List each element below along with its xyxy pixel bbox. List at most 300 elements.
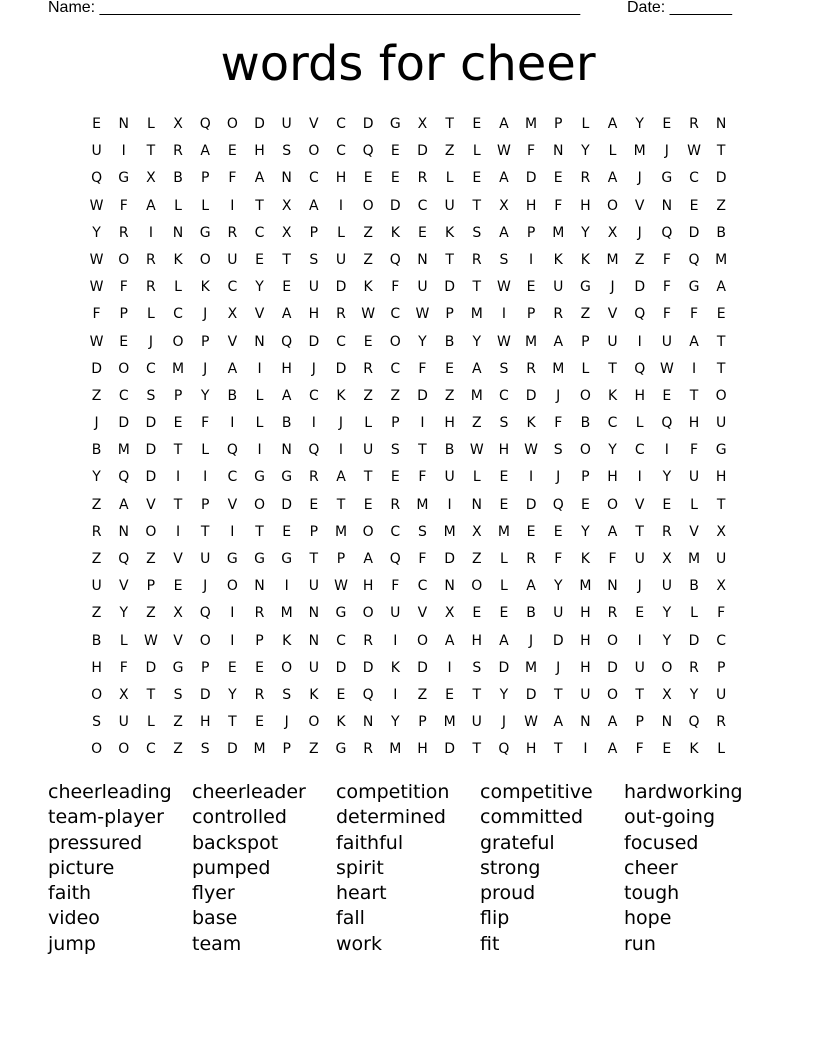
grid-letter: D <box>525 170 537 187</box>
grid-letter: F <box>92 306 101 323</box>
grid-letter: L <box>364 415 373 432</box>
grid-letter: R <box>526 360 536 377</box>
grid-letter: W <box>659 360 674 377</box>
grid-letter: Q <box>362 143 374 160</box>
grid-letter: U <box>91 578 102 595</box>
grid-letter: I <box>637 632 642 649</box>
grid-letter: M <box>470 387 483 404</box>
grid-letter: B <box>580 415 591 432</box>
grid-letter: G <box>118 170 130 187</box>
grid-letter: C <box>254 224 265 241</box>
grid-letter: C <box>173 306 183 323</box>
grid-row <box>83 602 735 629</box>
grid-row <box>83 494 735 521</box>
grid-letter: P <box>336 551 346 567</box>
word-bank-item: hope <box>624 907 672 930</box>
grid-letter: D <box>389 197 401 214</box>
grid-letter: E <box>255 659 264 676</box>
grid-letter: T <box>553 686 563 703</box>
grid-letter: N <box>254 578 265 595</box>
grid-letter: T <box>472 197 482 214</box>
grid-letter: L <box>635 415 644 432</box>
grid-letter: L <box>174 197 182 214</box>
grid-letter: Y <box>92 469 101 486</box>
grid-letter: M <box>579 578 592 595</box>
grid-letter: K <box>173 251 183 268</box>
grid-letter: Q <box>498 741 510 758</box>
word-bank-item: team <box>192 932 242 955</box>
grid-letter: R <box>118 224 129 241</box>
grid-letter: D <box>444 741 455 758</box>
grid-letter: I <box>175 469 181 486</box>
grid-letter: H <box>607 469 618 486</box>
grid-letter: J <box>284 714 289 731</box>
grid-letter: A <box>716 279 726 296</box>
grid-letter: Z <box>146 605 156 622</box>
grid-letter: F <box>689 306 699 323</box>
grid-letter: Q <box>389 551 401 567</box>
grid-letter: Z <box>173 714 183 731</box>
grid-letter: D <box>226 741 238 758</box>
grid-letter: G <box>715 442 727 459</box>
grid-letter: E <box>472 605 482 622</box>
grid-row <box>83 439 735 466</box>
grid-letter: H <box>498 442 510 459</box>
grid-letter: G <box>389 116 401 132</box>
grid-letter: W <box>687 143 701 160</box>
grid-letter: E <box>499 605 509 622</box>
grid-letter: P <box>200 659 210 676</box>
grid-letter: Q <box>552 496 564 513</box>
grid-letter: E <box>526 279 536 296</box>
grid-row <box>83 249 735 276</box>
word-bank-item: focused <box>624 831 699 854</box>
grid-letter: B <box>716 224 726 241</box>
grid-letter: D <box>118 415 130 432</box>
grid-letter: Y <box>119 605 129 622</box>
grid-letter: H <box>471 632 483 649</box>
grid-letter: R <box>471 251 482 268</box>
grid-letter: E <box>363 333 373 350</box>
grid-letter: A <box>607 741 618 758</box>
grid-letter: Q <box>389 251 401 268</box>
grid-letter: I <box>311 415 316 432</box>
grid-letter: Q <box>199 116 211 132</box>
grid-letter: E <box>390 170 400 187</box>
grid-letter: X <box>118 686 129 703</box>
grid-letter: E <box>689 197 699 214</box>
grid-letter: L <box>581 360 590 377</box>
grid-letter: A <box>254 170 265 187</box>
grid-letter: F <box>527 143 536 160</box>
grid-letter: D <box>281 496 293 513</box>
grid-letter: H <box>525 741 537 758</box>
grid-letter: O <box>579 387 591 404</box>
grid-letter: R <box>417 170 428 187</box>
word-bank-item: fall <box>336 907 365 930</box>
grid-letter: X <box>173 605 183 622</box>
grid-letter: T <box>173 496 183 513</box>
grid-letter: U <box>417 279 428 296</box>
grid-letter: B <box>91 632 102 649</box>
grid-letter: E <box>472 170 482 187</box>
grid-letter: L <box>119 632 128 649</box>
grid-letter: C <box>689 170 699 187</box>
grid-letter: Z <box>390 387 401 404</box>
grid-letter: O <box>91 686 103 703</box>
grid-letter: W <box>89 197 104 214</box>
grid-letter: O <box>199 251 211 268</box>
word-bank-item: determined <box>336 806 446 829</box>
grid-letter: O <box>362 197 374 214</box>
grid-letter: B <box>444 333 455 350</box>
grid-letter: S <box>173 686 183 703</box>
grid-letter: I <box>284 578 289 595</box>
grid-letter: Y <box>228 686 237 703</box>
grid-letter: R <box>254 686 265 703</box>
grid-letter: U <box>688 469 700 486</box>
grid-letter: R <box>146 279 156 296</box>
grid-letter: W <box>497 143 511 160</box>
grid-letter: G <box>579 279 591 296</box>
grid-letter: B <box>526 605 536 622</box>
grid-letter: W <box>89 251 104 268</box>
grid-letter: E <box>282 523 292 540</box>
grid-letter: U <box>308 578 319 595</box>
grid-letter: D <box>417 659 428 676</box>
grid-letter: I <box>637 469 642 486</box>
grid-letter: E <box>499 469 509 486</box>
grid-row <box>83 548 735 575</box>
word-bank-item: base <box>192 907 238 930</box>
grid-letter: Z <box>146 551 156 567</box>
grid-letter: K <box>689 741 699 758</box>
grid-row <box>83 167 735 194</box>
grid-letter: H <box>362 578 374 595</box>
grid-letter: X <box>444 605 455 622</box>
grid-letter: Z <box>444 143 455 160</box>
grid-letter: E <box>309 496 319 513</box>
grid-letter: T <box>472 279 482 296</box>
grid-letter: V <box>173 551 183 567</box>
grid-letter: A <box>118 496 129 513</box>
grid-letter: X <box>281 197 292 214</box>
grid-letter: Y <box>255 279 264 296</box>
grid-letter: M <box>117 442 130 459</box>
grid-letter: Q <box>634 306 646 323</box>
grid-letter: P <box>526 224 536 241</box>
grid-letter: H <box>580 659 591 676</box>
grid-letter: V <box>417 605 428 622</box>
word-bank-item: pressured <box>48 831 143 854</box>
grid-letter: N <box>362 714 374 731</box>
grid-letter: C <box>716 632 727 649</box>
grid-letter: E <box>255 251 264 268</box>
grid-letter: O <box>308 143 320 160</box>
grid-letter: D <box>145 442 157 459</box>
grid-letter: O <box>254 496 266 513</box>
grid-letter: T <box>716 496 726 513</box>
grid-letter: Z <box>634 251 645 268</box>
grid-letter: V <box>227 496 238 513</box>
grid-letter: H <box>525 197 537 214</box>
word-bank-item: tough <box>624 882 680 905</box>
grid-row <box>83 711 735 738</box>
grid-letter: X <box>662 686 672 703</box>
grid-letter: O <box>715 387 727 404</box>
grid-letter: N <box>715 116 727 132</box>
grid-letter: N <box>607 578 618 595</box>
grid-letter: Y <box>662 632 672 649</box>
grid-row <box>83 385 735 412</box>
grid-letter: N <box>172 224 184 241</box>
grid-letter: D <box>444 551 455 567</box>
grid-letter: I <box>230 605 235 622</box>
grid-letter: M <box>172 360 185 377</box>
grid-letter: I <box>691 360 697 377</box>
word-bank-item: hardworking <box>624 781 743 803</box>
grid-letter: L <box>146 306 155 323</box>
word-bank-item: faith <box>48 882 92 905</box>
grid-letter: U <box>363 442 374 459</box>
grid-letter: H <box>308 306 320 323</box>
grid-letter: R <box>363 632 373 649</box>
grid-letter: I <box>583 741 588 758</box>
grid-letter: C <box>336 632 346 649</box>
grid-letter: C <box>227 469 238 486</box>
grid-letter: T <box>635 686 644 703</box>
grid-letter: T <box>255 197 264 214</box>
grid-letter: B <box>173 170 183 187</box>
grid-letter: A <box>499 116 509 132</box>
grid-letter: U <box>607 333 618 350</box>
grid-letter: D <box>308 333 320 350</box>
grid-letter: Y <box>92 224 101 241</box>
grid-letter: D <box>525 686 537 703</box>
grid-letter: A <box>553 714 564 731</box>
grid-letter: Z <box>309 741 319 758</box>
grid-letter: N <box>254 333 265 350</box>
grid-letter: F <box>418 469 427 486</box>
grid-letter: U <box>308 279 319 296</box>
grid-letter: E <box>119 333 129 350</box>
grid-letter: F <box>689 442 699 459</box>
grid-letter: G <box>335 605 347 622</box>
grid-letter: Z <box>716 197 726 214</box>
grid-letter: N <box>118 116 129 132</box>
grid-letter: V <box>173 632 183 649</box>
grid-letter: O <box>471 578 483 595</box>
grid-letter: I <box>175 523 181 540</box>
grid-letter: A <box>336 469 346 486</box>
grid-letter: C <box>499 387 509 404</box>
grid-letter: H <box>580 632 591 649</box>
grid-letter: S <box>282 143 292 160</box>
grid-letter: L <box>255 415 264 432</box>
grid-letter: K <box>607 387 618 404</box>
grid-row <box>83 303 735 330</box>
grid-letter: E <box>227 143 237 160</box>
grid-letter: Z <box>91 605 102 622</box>
grid-letter: T <box>173 442 183 459</box>
grid-letter: N <box>552 143 564 160</box>
grid-letter: D <box>254 116 265 132</box>
grid-letter: D <box>688 632 700 649</box>
grid-letter: Q <box>688 251 700 268</box>
grid-letter: W <box>89 333 104 350</box>
grid-letter: I <box>393 686 398 703</box>
grid-letter: G <box>254 469 265 486</box>
grid-letter: P <box>309 523 319 540</box>
grid-letter: L <box>146 714 155 731</box>
grid-letter: K <box>363 279 373 296</box>
grid-letter: O <box>389 333 401 350</box>
grid-letter: B <box>227 387 238 404</box>
grid-letter: S <box>499 415 509 432</box>
grid-letter: K <box>336 387 346 404</box>
grid-row <box>83 684 735 711</box>
grid-letter: E <box>662 116 672 132</box>
grid-letter: F <box>391 279 400 296</box>
grid-letter: K <box>390 659 400 676</box>
grid-letter: R <box>146 251 156 268</box>
grid-letter: M <box>497 523 510 540</box>
grid-letter: F <box>554 197 563 214</box>
grid-letter: D <box>335 360 347 377</box>
grid-letter: M <box>525 659 538 676</box>
grid-letter: T <box>255 523 264 540</box>
grid-letter: C <box>336 333 346 350</box>
grid-letter: N <box>580 714 591 731</box>
date-field-line: Date: _______ <box>627 0 732 16</box>
grid-letter: A <box>499 170 509 187</box>
word-bank-item: backspot <box>192 831 279 854</box>
grid-letter: U <box>444 197 455 214</box>
grid-letter: H <box>281 360 292 377</box>
grid-letter: U <box>716 415 727 432</box>
grid-letter: E <box>282 279 292 296</box>
grid-letter: P <box>554 116 563 132</box>
grid-letter: Z <box>173 741 183 758</box>
grid-letter: W <box>143 632 158 649</box>
grid-letter: S <box>282 686 292 703</box>
letter-grid <box>83 113 735 766</box>
grid-letter: J <box>637 224 642 241</box>
grid-letter: A <box>607 714 618 731</box>
grid-letter: J <box>556 469 561 486</box>
grid-letter: M <box>470 306 483 323</box>
grid-letter: M <box>443 714 456 731</box>
grid-letter: K <box>309 686 319 703</box>
grid-letter: N <box>118 523 129 540</box>
grid-letter: Y <box>499 686 509 703</box>
grid-letter: R <box>689 116 699 132</box>
grid-letter: Z <box>417 686 428 703</box>
grid-letter: E <box>336 686 346 703</box>
grid-letter: H <box>444 415 455 432</box>
grid-letter: G <box>281 551 293 567</box>
grid-letter: C <box>390 523 401 540</box>
word-bank-item: competition <box>336 781 450 803</box>
grid-letter: C <box>390 360 401 377</box>
grid-letter: D <box>417 387 428 404</box>
grid-letter: N <box>281 442 292 459</box>
word-bank-item: grateful <box>480 831 555 854</box>
grid-letter: O <box>226 116 238 132</box>
grid-letter: Z <box>363 387 373 404</box>
grid-letter: T <box>282 251 291 268</box>
grid-letter: O <box>607 632 619 649</box>
grid-letter: I <box>230 197 235 214</box>
word-bank-item: proud <box>480 882 536 905</box>
grid-letter: Q <box>634 360 646 377</box>
grid-letter: F <box>228 170 237 187</box>
grid-letter: X <box>471 523 482 540</box>
grid-letter: E <box>553 523 563 540</box>
grid-letter: I <box>338 197 344 214</box>
grid-letter: D <box>417 143 428 160</box>
grid-letter: R <box>363 360 373 377</box>
grid-letter: A <box>607 523 618 540</box>
grid-letter: U <box>661 333 672 350</box>
grid-letter: A <box>526 578 536 595</box>
grid-letter: D <box>715 170 727 187</box>
grid-letter: J <box>311 360 316 377</box>
grid-letter: K <box>282 632 292 649</box>
grid-letter: J <box>664 143 669 160</box>
grid-letter: D <box>91 360 102 377</box>
grid-letter: J <box>338 415 344 432</box>
grid-letter: A <box>444 632 455 649</box>
word-bank-item: work <box>336 932 382 955</box>
grid-letter: Q <box>362 686 374 703</box>
grid-letter: W <box>361 306 376 323</box>
grid-letter: I <box>257 360 262 377</box>
grid-letter: U <box>118 714 129 731</box>
grid-letter: Q <box>199 605 211 622</box>
grid-letter: H <box>417 741 428 758</box>
grid-letter: G <box>199 224 211 241</box>
grid-letter: E <box>662 741 672 758</box>
grid-letter: O <box>281 659 293 676</box>
grid-letter: Y <box>391 714 400 731</box>
grid-letter: T <box>635 523 644 540</box>
grid-letter: H <box>634 387 645 404</box>
grid-letter: Y <box>662 605 672 622</box>
grid-letter: T <box>146 686 156 703</box>
grid-letter: P <box>146 578 156 595</box>
grid-letter: P <box>418 714 427 731</box>
grid-letter: M <box>416 496 429 513</box>
grid-letter: K <box>200 279 210 296</box>
grid-letter: R <box>91 523 102 540</box>
word-bank-item: cheerleader <box>192 781 306 803</box>
grid-letter: A <box>689 333 699 350</box>
grid-letter: U <box>91 143 102 160</box>
grid-letter: O <box>607 686 619 703</box>
grid-letter: J <box>556 387 561 404</box>
grid-letter: L <box>472 469 481 486</box>
grid-letter: C <box>146 360 156 377</box>
grid-letter: M <box>633 143 646 160</box>
grid-letter: M <box>606 251 619 268</box>
word-bank-item: picture <box>48 856 115 879</box>
grid-letter: E <box>526 523 536 540</box>
grid-letter: R <box>173 143 183 160</box>
grid-letter: W <box>415 306 430 323</box>
grid-letter: E <box>445 360 455 377</box>
grid-letter: N <box>417 251 428 268</box>
